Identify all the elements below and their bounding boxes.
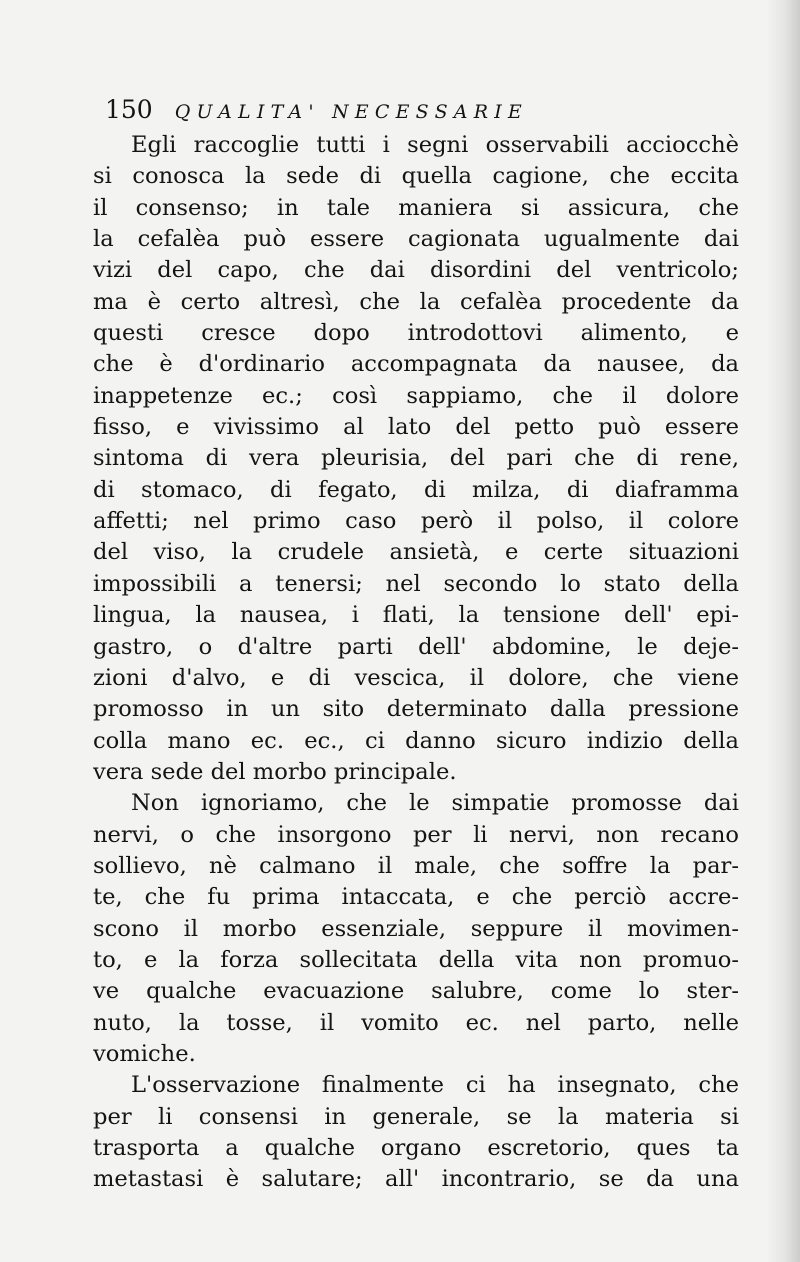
text-line: si conosca la sede di quella cagione, che eccita [93, 163, 739, 190]
text-line: inappetenze ec.; così sappiamo, che il dolore [93, 382, 739, 409]
text-line: nuto, la tosse, il vomito ec. nel parto, nelle [93, 1009, 739, 1036]
text-line: scono il morbo essenziale, seppure il movimen- [93, 915, 739, 942]
text-line: colla mano ec. ec., ci danno sicuro indizio della [93, 727, 739, 754]
text-line: per li consensi in generale, se la materia si [93, 1103, 739, 1130]
text-line: te, che fu prima intaccata, e che perciò accre- [93, 884, 739, 911]
text-line: del viso, la crudele ansietà, e certe situazioni [93, 539, 739, 566]
paragraph-1 [93, 130, 739, 788]
text-line: vomiche. [93, 1040, 196, 1067]
text-line: ma è certo altresì, che la cefalèa procedente da [93, 288, 739, 315]
text-line: promosso in un sito determinato dalla pressione [93, 696, 739, 723]
running-title: QUALITA' NECESSARIE [174, 101, 528, 123]
text-line: che è d'ordinario accompagnata da nausee, da [93, 351, 739, 378]
text-line: questi cresce dopo introdottovi alimento, e [93, 320, 739, 347]
paragraph-3 [93, 1070, 739, 1195]
text-line: lingua, la nausea, i flati, la tensione dell' epi- [93, 602, 739, 629]
text-line: impossibili a tenersi; nel secondo lo stato della [93, 570, 739, 597]
text-line: metastasi è salutare; all' incontrario, se da una [93, 1166, 739, 1193]
text-line: il consenso; in tale maniera si assicura, che [93, 194, 739, 221]
running-head [93, 92, 739, 128]
text-line: to, e la forza sollecitata della vita non promuo- [93, 946, 739, 973]
page-number: 150 [105, 95, 153, 124]
text-block [93, 92, 739, 1196]
text-line: ve qualche evacuazione salubre, come lo ster- [93, 978, 739, 1005]
text-line: trasporta a qualche organo escretorio, ques ta [93, 1135, 739, 1161]
text-line: Egli raccoglie tutti i segni osservabili acciocchè [131, 132, 739, 158]
paragraph-2 [93, 788, 739, 1070]
text-line: nervi, o che insorgono per li nervi, non recano [93, 821, 739, 848]
text-line: zioni d'alvo, e di vescica, il dolore, che viene [93, 664, 739, 691]
text-line: affetti; nel primo caso però il polso, il colore [93, 508, 739, 535]
text-line: vera sede del morbo principale. [93, 758, 457, 785]
text-line: sintoma di vera pleurisia, del pari che di rene, [93, 445, 739, 472]
text-line: sollievo, nè calmano il male, che soffre la par- [93, 852, 739, 879]
text-line: la cefalèa può essere cagionata ugualmente dai [93, 226, 739, 253]
text-line: di stomaco, di fegato, di milza, di diaframma [93, 476, 739, 503]
text-line: vizi del capo, che dai disordini del ventricolo; [93, 257, 739, 284]
text-line: fisso, e vivissimo al lato del petto può essere [93, 414, 739, 441]
text-line: gastro, o d'altre parti dell' abdomine, le deje- [93, 633, 739, 660]
text-line: Non ignoriamo, che le simpatie promosse dai [131, 790, 739, 817]
page-gutter-shadow [766, 0, 800, 1262]
text-line: L'osservazione finalmente ci ha insegnato, che [131, 1072, 739, 1099]
